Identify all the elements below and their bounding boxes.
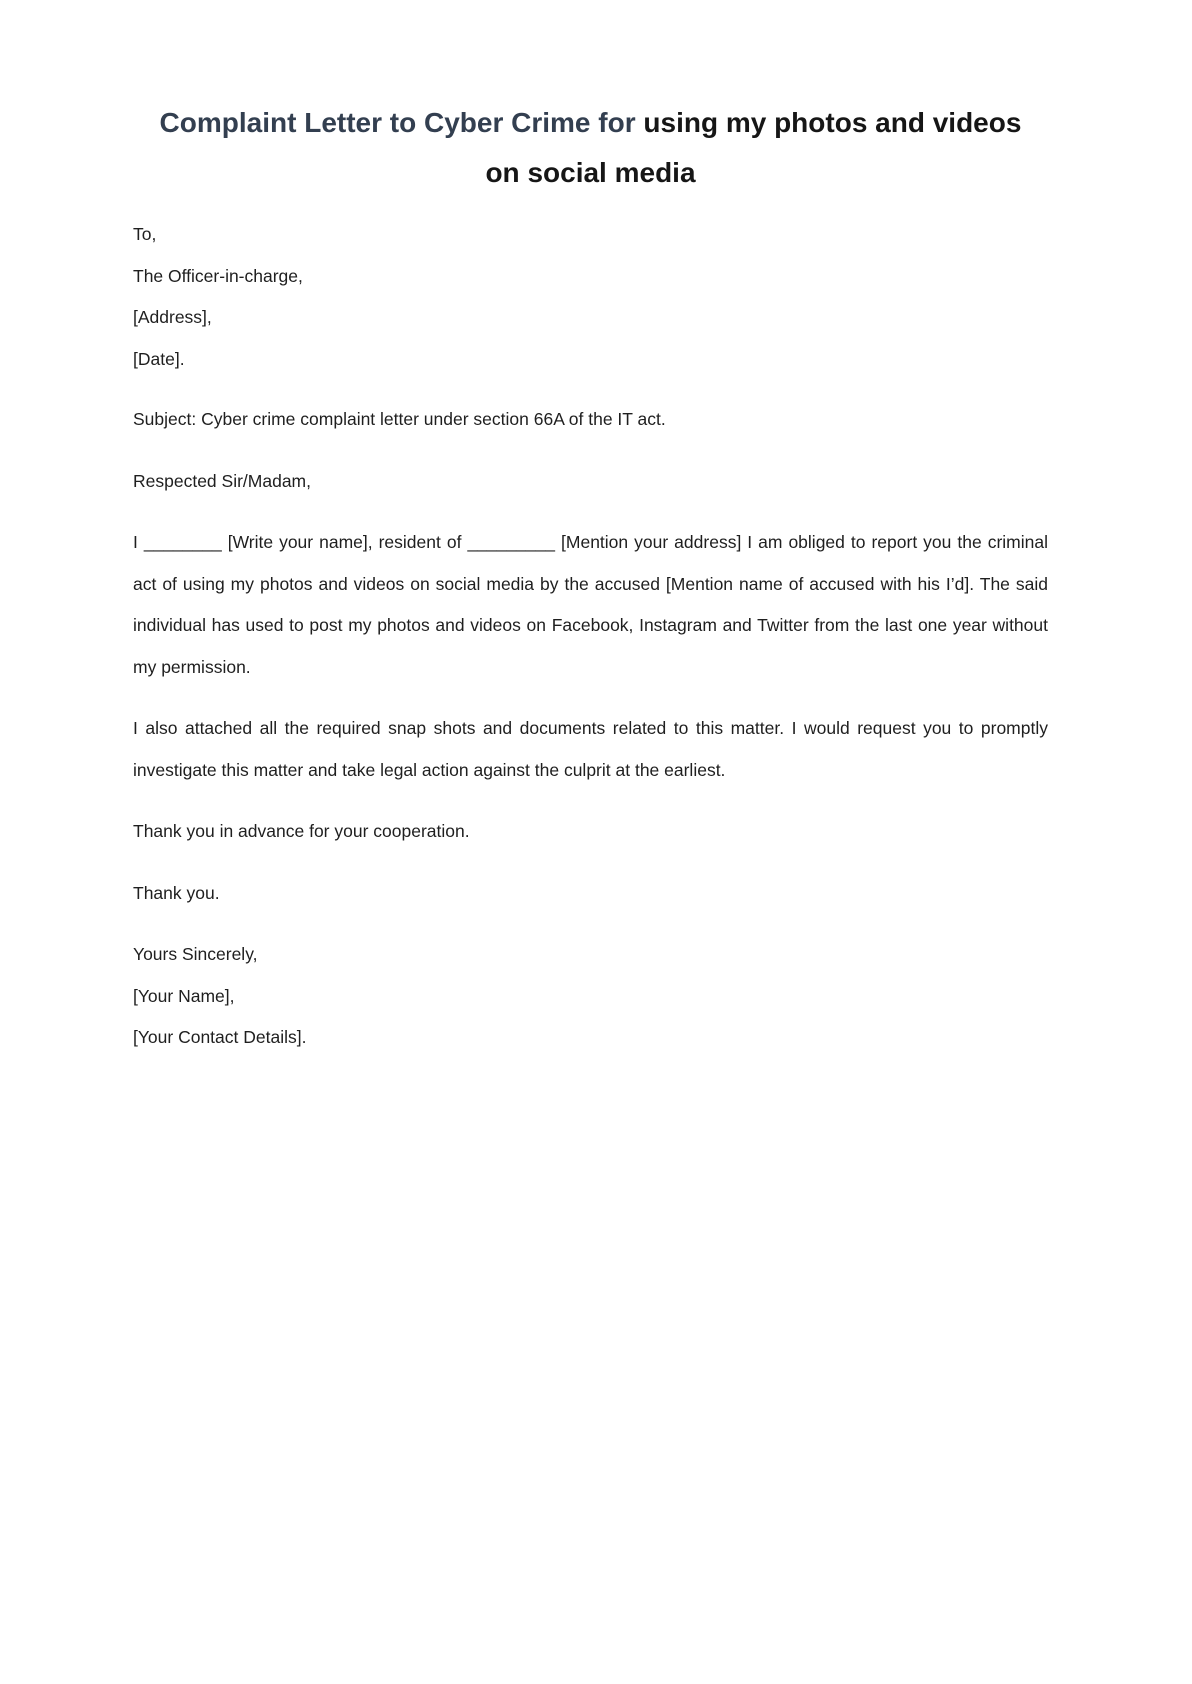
closing-advance-thanks: Thank you in advance for your cooperation.: [133, 821, 470, 841]
recipient-line-to: To,: [133, 224, 157, 244]
body-paragraph-1: I ________ [Write your name], resident of _________ [Mention your address] I am obliged to report you the criminal act of using my photos and videos on social media by the accused [Mention name of accused with his I’d]. The said individual has used to post my photos and videos on Facebook, Instagram and Twitter from the last one year without my permission.: [133, 532, 1048, 677]
recipient-line-date-placeholder: [Date].: [133, 348, 185, 369]
letter-title: [133, 98, 1048, 198]
recipient-block: [133, 214, 1048, 380]
signature-name-placeholder: [Your Name],: [133, 985, 235, 1006]
signature-block: [133, 934, 1048, 1059]
body-paragraph-2: I also attached all the required snap shots and documents related to this matter. I would request you to promptly investigate this matter and take legal action against the culprit at the earliest.: [133, 718, 1048, 780]
signature-contact-placeholder: [Your Contact Details].: [133, 1027, 307, 1047]
signature-sincerely: Yours Sincerely,: [133, 944, 258, 964]
subject-line: Subject: Cyber crime complaint letter under section 66A of the IT act.: [133, 409, 666, 429]
closing-thanks: Thank you.: [133, 882, 220, 903]
recipient-line-officer: The Officer-in-charge,: [133, 265, 303, 286]
letter-title-navy-part: Complaint Letter to Cyber Crime for: [159, 107, 644, 138]
salutation: Respected Sir/Madam,: [133, 470, 311, 491]
recipient-line-address-placeholder: [Address],: [133, 307, 212, 327]
letter-title-black-part: using my photos and videos on social media: [485, 107, 1022, 188]
